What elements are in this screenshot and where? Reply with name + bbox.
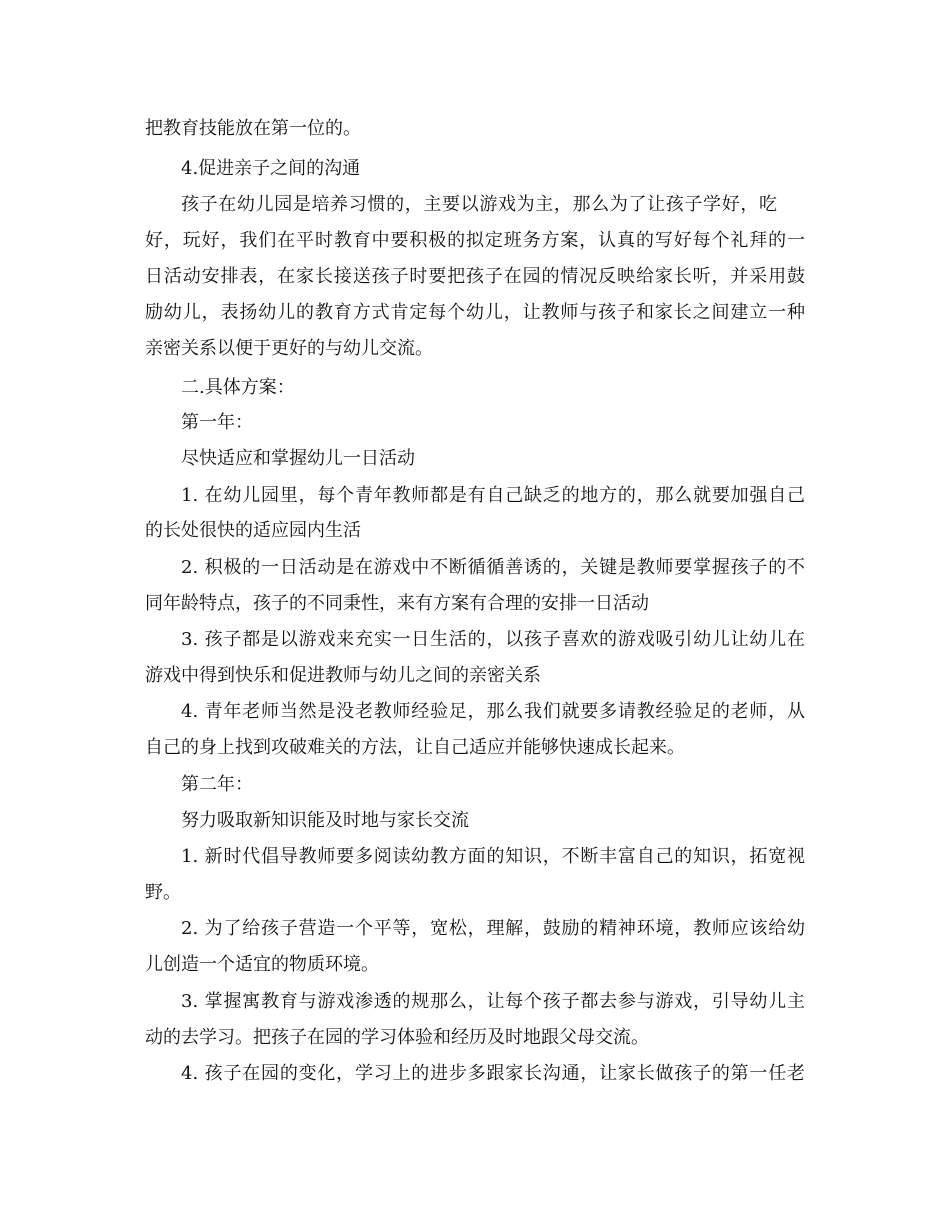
list-item-continuation: 同年龄特点，孩子的不同秉性，来有方案有合理的安排一日活动 [145,593,649,614]
list-item: 4. 孩子在园的变化，学习上的进步多跟家长沟通，让家长做孩子的第一任老 [181,1063,805,1084]
paragraph-line: 孩子在幼儿园是培养习惯的，主要以游戏为主，那么为了让孩子学好，吃 [181,194,777,215]
list-item: 1. 新时代倡导教师要多阅读幼教方面的知识，不断丰富自己的知识，拓宽视 [181,846,805,867]
subheading: 努力吸取新知识能及时地与家长交流 [181,810,469,831]
paragraph-line: 好，玩好，我们在平时教育中要积极的拟定班务方案，认真的写好每个礼拜的一 [145,230,805,251]
subheading: 尽快适应和掌握幼儿一日活动 [181,448,415,469]
paragraph-line: 励幼儿，表扬幼儿的教育方式肯定每个幼儿，让教师与孩子和家长之间建立一种 [145,302,805,323]
list-item: 2. 积极的一日活动是在游戏中不断循循善诱的，关键是教师要掌握孩子的不 [181,557,805,578]
year-heading: 第一年： [181,412,253,433]
paragraph-line: 亲密关系以便于更好的与幼儿交流。 [145,338,433,359]
text-line: 把教育技能放在第一位的。 [145,118,361,139]
list-item-continuation: 的长处很快的适应园内生活 [145,520,361,541]
section-heading: 二.具体方案： [181,377,295,398]
list-item-continuation: 野。 [145,882,181,903]
list-item-continuation: 自己的身上找到攻破难关的方法，让自己适应并能够快速成长起来。 [145,737,685,758]
list-item-continuation: 儿创造一个适宜的物质环境。 [145,954,379,975]
list-item-continuation: 游戏中得到快乐和促进教师与幼儿之间的亲密关系 [145,665,541,686]
list-item: 1. 在幼儿园里，每个青年教师都是有自己缺乏的地方的，那么就要加强自己 [181,485,805,506]
list-item: 3. 掌握寓教育与游戏渗透的规那么，让每个孩子都去参与游戏，引导幼儿主 [181,991,805,1012]
list-item-continuation: 动的去学习。把孩子在园的学习体验和经历及时地跟父母交流。 [145,1027,649,1048]
list-item: 3. 孩子都是以游戏来充实一日生活的，以孩子喜欢的游戏吸引幼儿让幼儿在 [181,629,805,650]
section-heading: 4.促进亲子之间的沟通 [181,158,361,179]
list-item: 4. 青年老师当然是没老教师经验足，那么我们就要多请教经验足的老师，从 [181,701,805,722]
year-heading: 第二年： [181,774,253,795]
list-item: 2. 为了给孩子营造一个平等，宽松，理解，鼓励的精神环境，教师应该给幼 [181,918,805,939]
paragraph-line: 日活动安排表，在家长接送孩子时要把孩子在园的情况反映给家长听，并采用鼓 [145,266,805,287]
